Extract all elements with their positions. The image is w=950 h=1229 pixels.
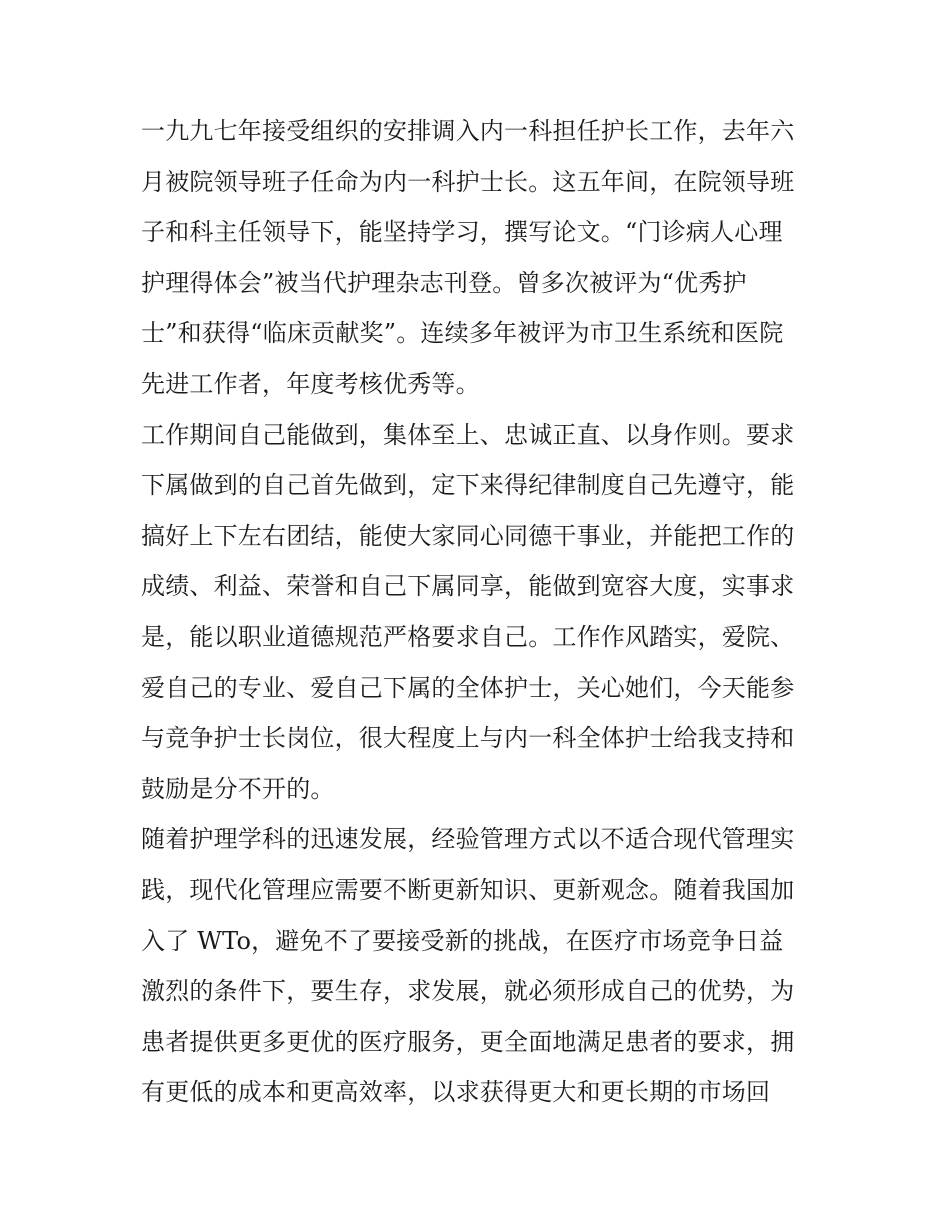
text-line: 先进工作者，年度考核优秀等。 [141,369,480,398]
text-line: 搞好上下左右团结，能使大家同心同德干事业，并能把工作的 [141,521,795,550]
text-line: 护理得体会”被当代护理杂志刊登。曾多次被评为“优秀护 [141,268,747,297]
text-line: 月被院领导班子任命为内一科护士长。这五年间，在院领导班 [141,167,795,196]
text-line: 激烈的条件下，要生存，求发展，就必须形成自己的优势，为 [141,977,795,1006]
text-line: 患者提供更多更优的医疗服务，更全面地满足患者的要求，拥 [141,1027,795,1056]
text-line: 士”和获得“临床贡献奖”。连续多年被评为市卫生系统和医院 [141,319,784,348]
text-line: 爱自己的专业、爱自己下属的全体护士，关心她们，今天能参 [141,673,795,702]
text-line: 有更低的成本和更高效率，以求获得更大和更长期的市场回 [141,1078,771,1107]
paragraph-2 [141,410,821,815]
text-line: 是，能以职业道德规范严格要求自己。工作作风踏实，爱院、 [141,622,795,651]
text-line: 下属做到的自己首先做到，定下来得纪律制度自己先遵守，能 [141,471,795,500]
paragraph-1 [141,106,821,410]
text-line: 子和科主任领导下，能坚持学习，撰写论文。“门诊病人心理 [141,218,783,247]
text-line: 鼓励是分不开的。 [141,774,335,803]
text-line: 一九九七年接受组织的安排调入内一科担任护长工作，去年六 [141,117,795,145]
text-line: 入了 WTo，避免不了要接受新的挑战，在医疗市场竞争日益 [141,926,784,955]
paragraph-3 [141,814,821,1118]
text-line: 践，现代化管理应需要不断更新知识、更新观念。随着我国加 [141,875,795,904]
text-line: 成绩、利益、荣誉和自己下属同享，能做到宽容大度，实事求 [141,572,795,601]
text-line: 随着护理学科的迅速发展，经验管理方式以不适合现代管理实 [141,825,795,854]
document-body [141,106,821,1118]
text-line: 工作期间自己能做到，集体至上、忠诚正直、以身作则。要求 [141,420,795,449]
text-line: 与竞争护士长岗位，很大程度上与内一科全体护士给我支持和 [141,724,795,753]
